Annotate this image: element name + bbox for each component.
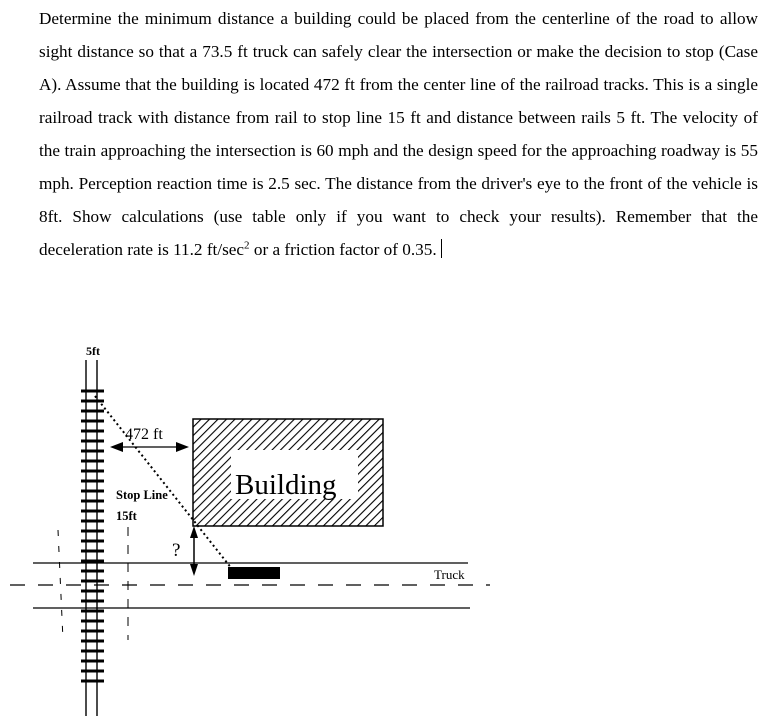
distance-472-label: 472 ft <box>125 426 163 443</box>
problem-text: Determine the minimum distance a building could be placed from the centerline of the road to allow sight distance so that a 73.5 ft truck can safely clear the intersection or make the decision to stop (Case A). Assume that the building is located 472 ft from the center line of the railroad tracks. This is a single railroad track with distance from rail to stop line 15 ft and distance between rails 5 ft. The velocity of the train approaching the intersection is 60 mph and the design speed for the approaching roadway is 55 mph. Perception reaction time is 2.5 sec. The distance from the driver's eye to the front of the vehicle is 8ft. Show calculations (use table only if you want to check your results). Remember that the deceleration rate is 11.2 ft/sec <box>39 9 758 259</box>
building-label: Building <box>235 469 337 501</box>
left-marker <box>58 530 63 640</box>
stop-distance-label: 15ft <box>116 509 137 523</box>
unknown-distance-label: ? <box>172 540 181 561</box>
stop-line-label: Stop Line <box>116 488 168 502</box>
railroad-ties <box>81 391 104 681</box>
rail-gap-label: 5ft <box>86 344 100 358</box>
truck <box>228 567 280 579</box>
distance-472-arrow <box>110 442 189 452</box>
truck-label: Truck <box>434 567 465 582</box>
problem-text-end: or a friction factor of 0.35. <box>249 240 437 259</box>
unknown-distance-arrow <box>190 526 198 576</box>
superscript-2: 2 <box>244 239 250 252</box>
